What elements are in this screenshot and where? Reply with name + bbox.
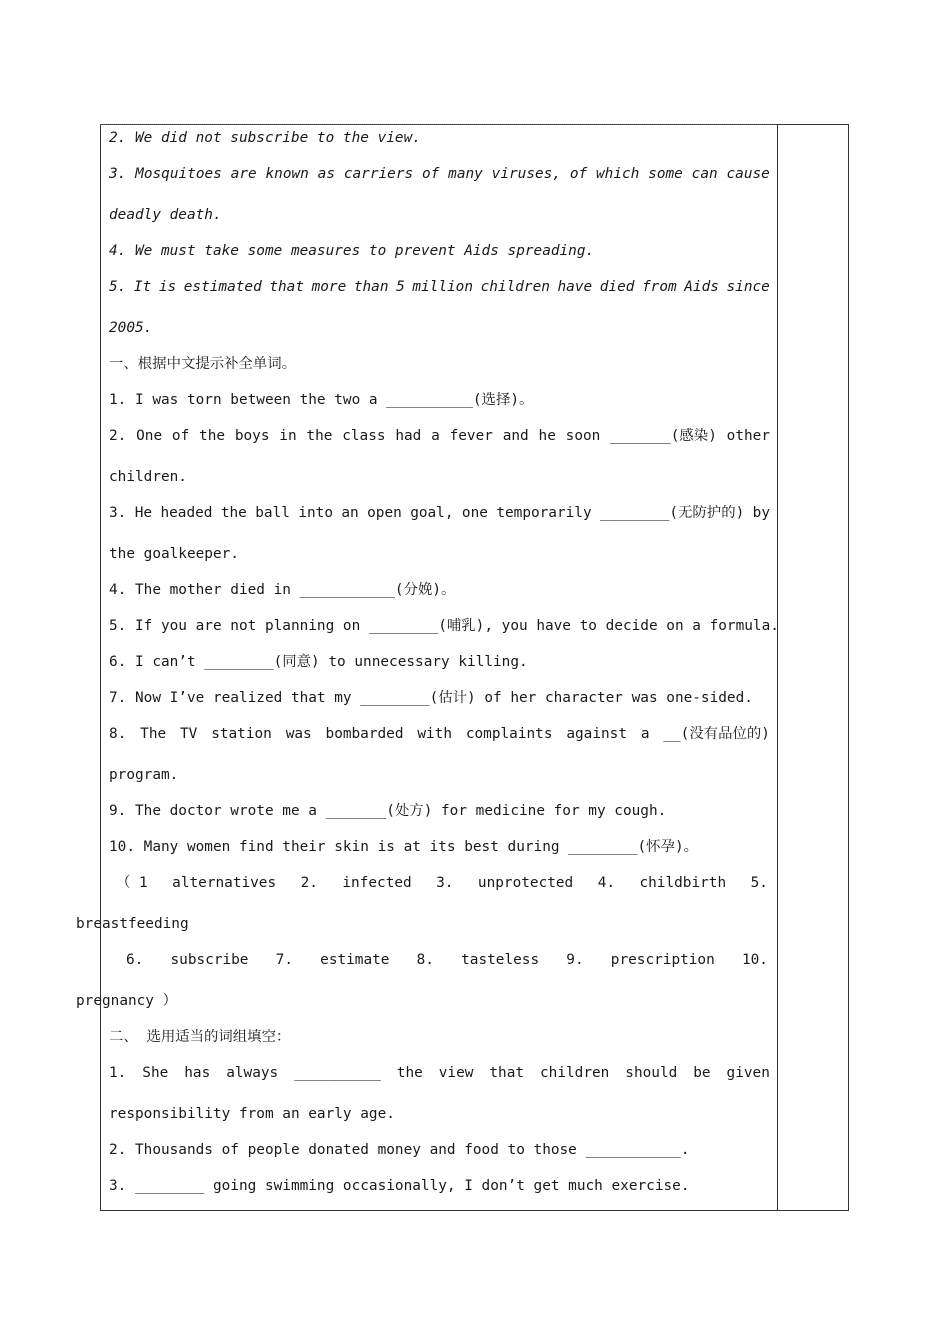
- example-3-line2: deadly death.: [109, 207, 222, 223]
- word: headed: [160, 505, 213, 521]
- word: goal,: [410, 505, 454, 521]
- word: died: [599, 279, 635, 295]
- word: estimated: [183, 279, 262, 295]
- s1-question-5: 5. If you are not planning on ________(哺乳), you have to decide on a formula.: [109, 618, 779, 634]
- word: known: [265, 166, 309, 182]
- s1-question-3-line1: [109, 503, 770, 523]
- example-2: 2. We did not subscribe to the view.: [109, 130, 421, 146]
- word: other: [726, 428, 770, 444]
- word: with: [417, 726, 453, 742]
- word: 6.: [126, 952, 144, 968]
- word: million: [412, 279, 474, 295]
- word: the: [306, 428, 333, 444]
- word: 7.: [275, 952, 293, 968]
- word: station: [211, 726, 272, 742]
- word: TV: [180, 726, 198, 742]
- word: Mosquitoes: [135, 166, 222, 182]
- word: 2.: [109, 428, 127, 444]
- word: from: [642, 279, 677, 295]
- word: ball: [255, 505, 290, 521]
- word: alternatives: [172, 875, 277, 891]
- word: be: [693, 1065, 711, 1081]
- s1-question-4: 4. The mother died in ___________(分娩)。: [109, 582, 456, 598]
- word: one: [461, 505, 488, 521]
- word: a: [640, 726, 650, 742]
- s1-question-3-line2: the goalkeeper.: [109, 546, 239, 562]
- word: 9.: [566, 952, 584, 968]
- word: 4.: [597, 875, 616, 891]
- word: of: [569, 166, 588, 182]
- word: some: [648, 166, 683, 182]
- word: 3.: [109, 166, 127, 182]
- s1-question-2-line2: children.: [109, 469, 187, 485]
- word: Aids: [684, 279, 719, 295]
- s2-question-3: 3. ________ going swimming occasionally, I don’t get much exercise.: [109, 1178, 690, 1194]
- word: into: [298, 505, 333, 521]
- word: carriers: [343, 166, 414, 182]
- word: than: [353, 279, 389, 295]
- word: by: [752, 505, 770, 521]
- word: as: [317, 166, 335, 182]
- word: temporarily: [496, 505, 592, 521]
- word: view: [438, 1065, 474, 1081]
- word: 5: [396, 279, 405, 295]
- word: The: [140, 726, 167, 742]
- word: ________(无防护的): [600, 505, 745, 521]
- word: and: [502, 428, 529, 444]
- word: complaints: [465, 726, 553, 742]
- word: which: [596, 166, 640, 182]
- word: soon: [565, 428, 601, 444]
- word: childbirth: [639, 875, 727, 891]
- word: are: [230, 166, 257, 182]
- word: 10.: [741, 952, 768, 968]
- word: have: [557, 279, 593, 295]
- s1-answers-line1: [116, 873, 768, 893]
- word: is: [158, 279, 177, 295]
- word: more: [311, 279, 347, 295]
- s1-answers-line4: pregnancy ）: [76, 993, 178, 1009]
- word: against: [566, 726, 627, 742]
- word: always: [226, 1065, 279, 1081]
- s2-question-1-line1: [109, 1063, 770, 1083]
- s1-question-2-line1: [109, 426, 770, 446]
- word: tasteless: [461, 952, 540, 968]
- word: __(没有品位的): [663, 726, 770, 742]
- word: subscribe: [170, 952, 249, 968]
- word: children: [480, 279, 550, 295]
- word: 5.: [109, 279, 127, 295]
- s1-question-8-line2: program.: [109, 767, 179, 783]
- s1-question-9: 9. The doctor wrote me a _______(处方) for medicine for my cough.: [109, 803, 667, 819]
- word: the: [396, 1065, 423, 1081]
- s1-answers-line2: breastfeeding: [76, 916, 189, 932]
- word: viruses,: [491, 166, 561, 182]
- word: many: [448, 166, 483, 182]
- s1-answers-line3: [126, 950, 768, 970]
- word: It: [133, 279, 152, 295]
- word: 1.: [109, 1065, 127, 1081]
- word: since: [726, 279, 770, 295]
- example-4: 4. We must take some measures to prevent Aids spreading.: [109, 243, 595, 259]
- word: estimate: [320, 952, 390, 968]
- word: unprotected: [477, 875, 574, 891]
- word: children: [540, 1065, 610, 1081]
- section1-heading: 一、根据中文提示补全单词。: [109, 356, 297, 372]
- word: was: [285, 726, 312, 742]
- word: 3.: [109, 505, 127, 521]
- word: bombarded: [325, 726, 404, 742]
- s1-question-10: 10. Many women find their skin is at its best during ________(怀孕)。: [109, 839, 698, 855]
- word: 8.: [416, 952, 434, 968]
- s1-question-6: 6. I can’t ________(同意) to unnecessary killing.: [109, 654, 528, 670]
- word: infected: [342, 875, 412, 891]
- s2-question-2: 2. Thousands of people donated money and food to those ___________.: [109, 1142, 690, 1158]
- word: prescription: [610, 952, 715, 968]
- section2-heading: 二、 选用适当的词组填空：: [109, 1029, 291, 1045]
- word: 2.: [300, 875, 318, 891]
- word: he: [538, 428, 556, 444]
- word: in: [279, 428, 297, 444]
- word: open: [367, 505, 402, 521]
- word: a: [431, 428, 440, 444]
- example-3-line1: [109, 164, 770, 184]
- word: （ 1: [116, 875, 148, 891]
- s1-question-1: 1. I was torn between the two a __________(选择)。: [109, 392, 534, 408]
- word: _______(感染): [610, 428, 717, 444]
- s1-question-7: 7. Now I’ve realized that my ________(估计) of her character was one-sided.: [109, 690, 753, 706]
- word: 8.: [109, 726, 127, 742]
- frame-top-border: [100, 124, 778, 125]
- word: of: [422, 166, 440, 182]
- word: should: [625, 1065, 678, 1081]
- word: __________: [294, 1065, 381, 1081]
- word: She: [142, 1065, 169, 1081]
- word: the: [199, 428, 226, 444]
- word: had: [395, 428, 422, 444]
- word: of: [171, 428, 190, 444]
- word: cause: [726, 166, 770, 182]
- word: He: [134, 505, 153, 521]
- word: can: [691, 166, 718, 182]
- word: given: [726, 1065, 770, 1081]
- example-5-line2: 2005.: [109, 320, 153, 336]
- word: 5.: [750, 875, 768, 891]
- notes-column-divider: [777, 124, 778, 1211]
- word: has: [184, 1065, 211, 1081]
- word: class: [342, 428, 386, 444]
- word: an: [341, 505, 359, 521]
- s2-question-1-line2: responsibility from an early age.: [109, 1106, 395, 1122]
- word: the: [220, 505, 247, 521]
- word: fever: [449, 428, 493, 444]
- word: that: [269, 279, 304, 295]
- word: 3.: [436, 875, 454, 891]
- example-5-line1: [109, 277, 770, 297]
- word: One: [136, 428, 163, 444]
- word: boys: [234, 428, 270, 444]
- word: that: [489, 1065, 525, 1081]
- s1-question-8-line1: [109, 724, 770, 744]
